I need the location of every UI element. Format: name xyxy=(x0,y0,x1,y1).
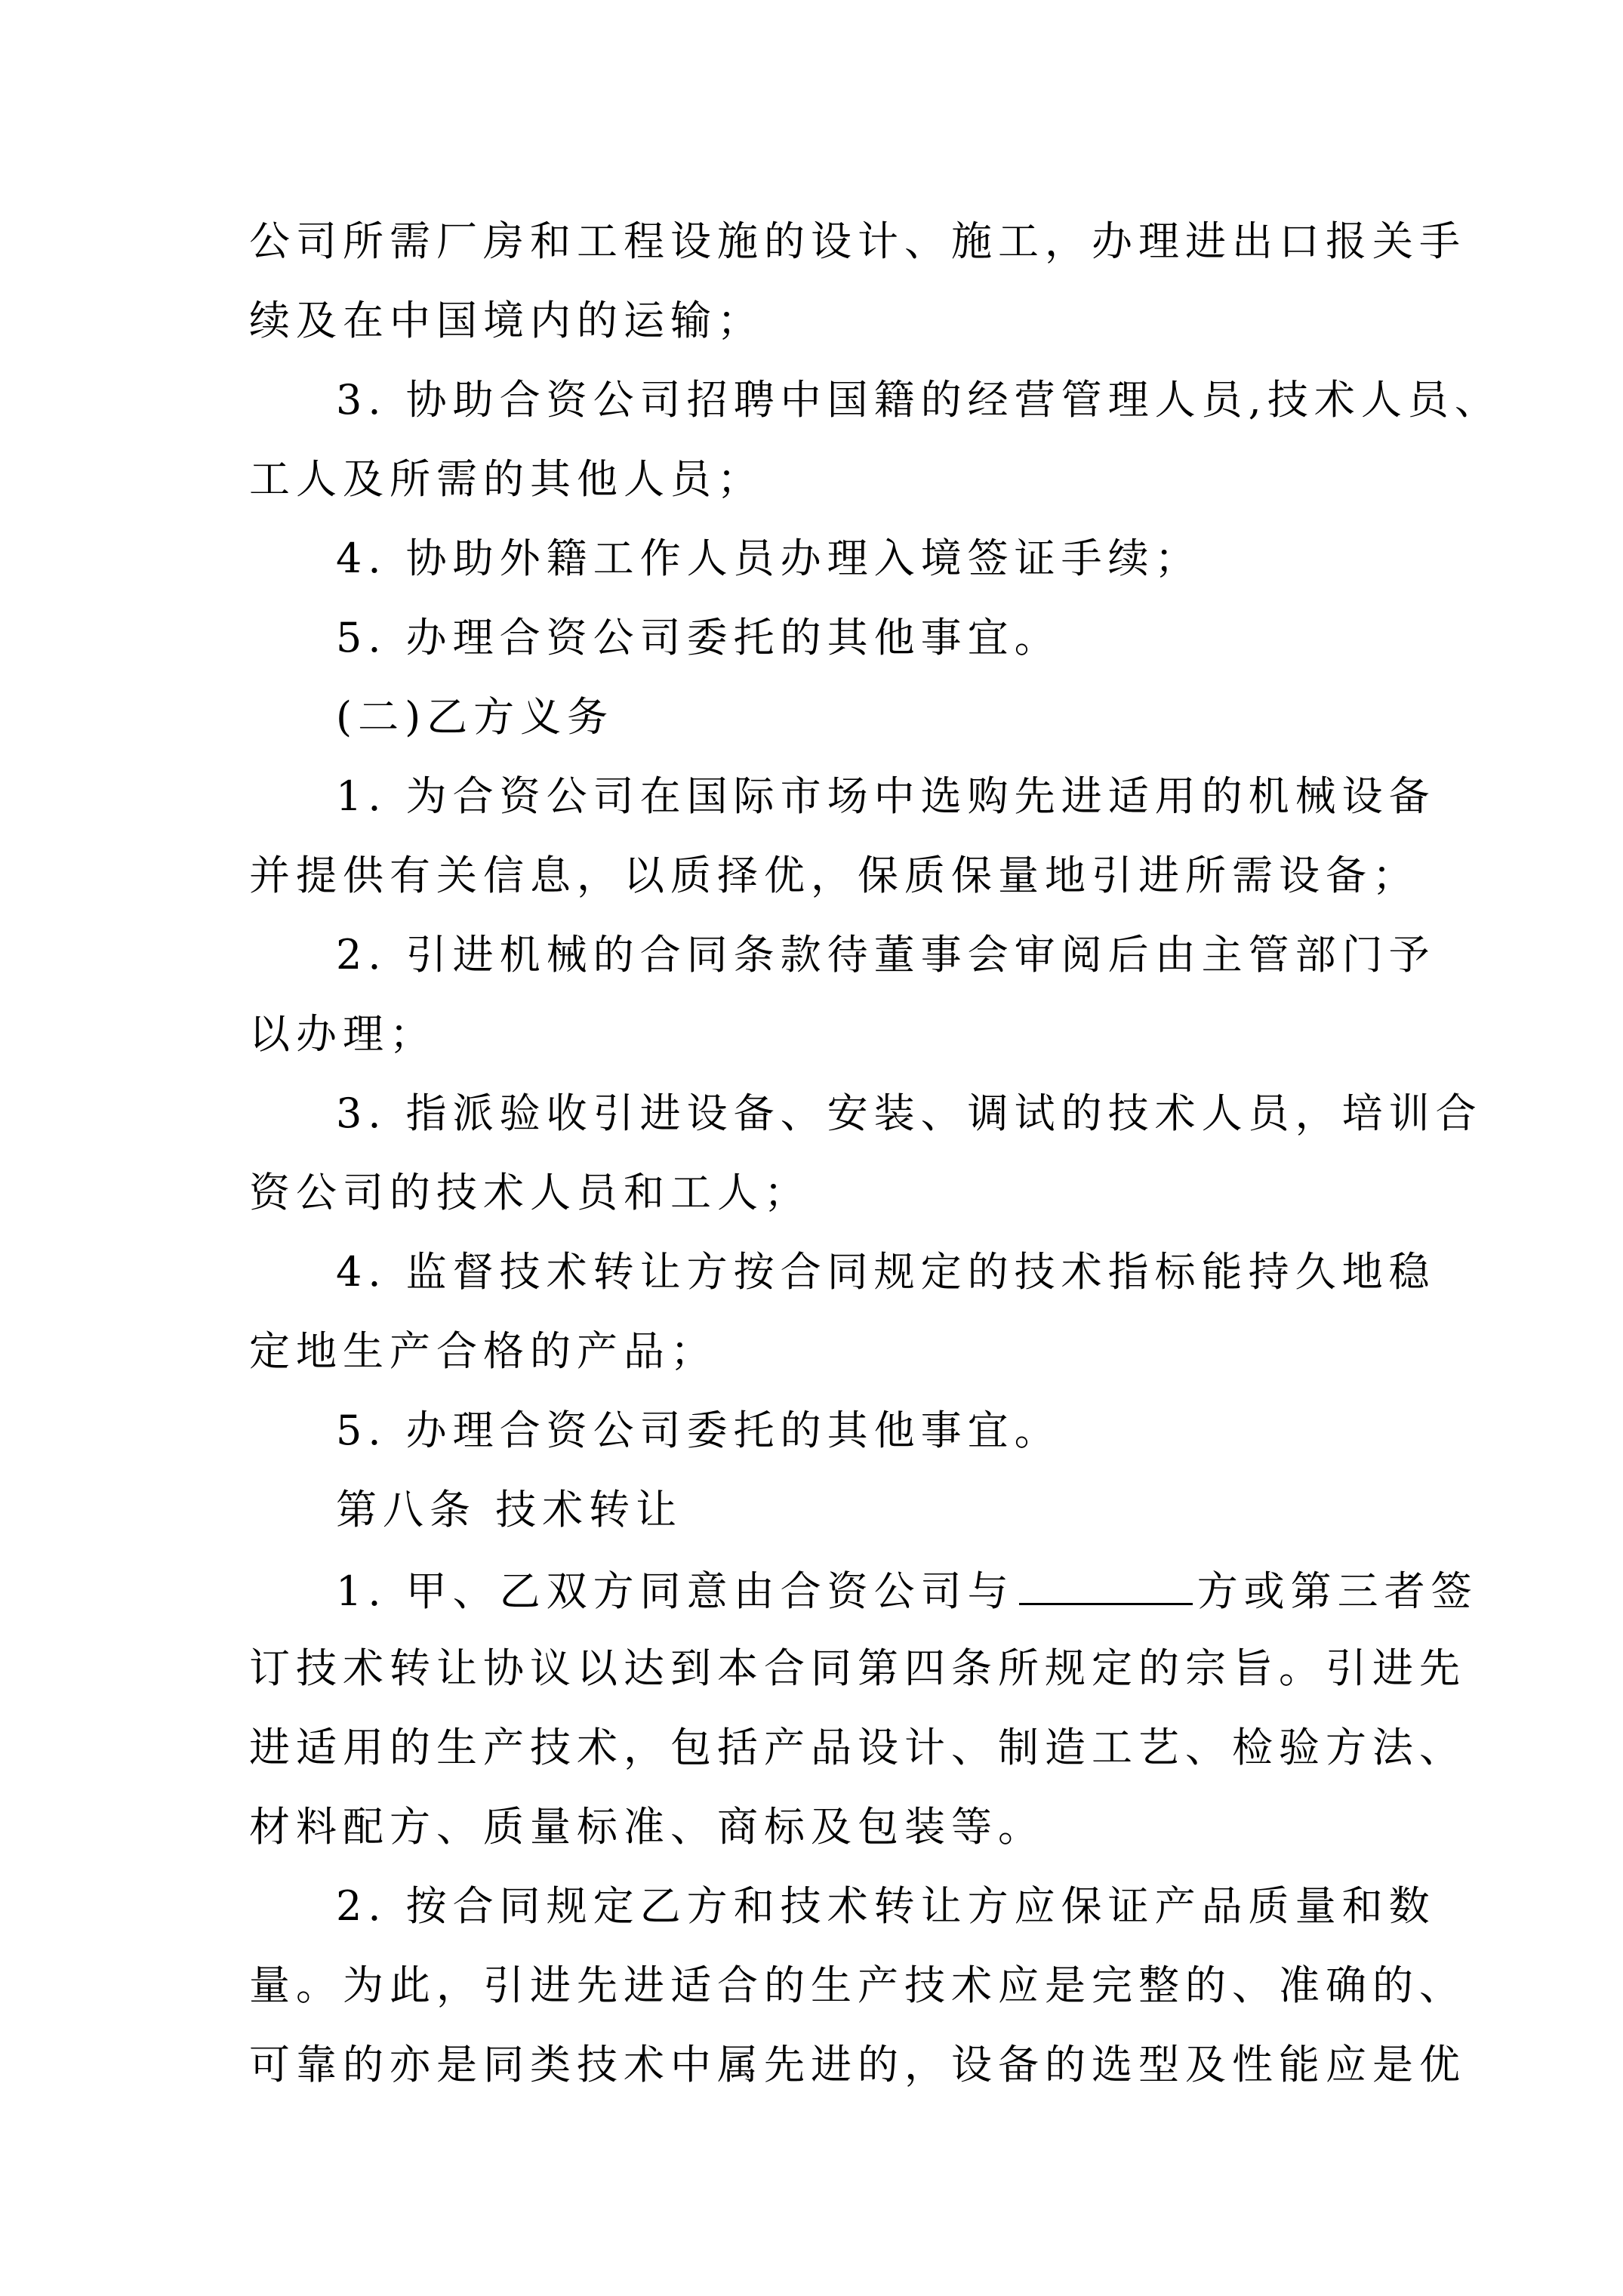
text-line: 订技术转让协议以达到本合同第四条所规定的宗旨。引进先 xyxy=(249,1644,1466,1692)
text-segment: 1. 甲、乙双方同意由合资公司与 xyxy=(336,1567,1015,1615)
text-line: 续及在中国境内的运输； xyxy=(249,297,764,344)
text-line: 3. 指派验收引进设备、安装、调试的技术人员，培训合 xyxy=(336,1089,1483,1137)
text-line: 可靠的亦是同类技术中属先进的，设备的选型及性能应是优 xyxy=(249,2041,1466,2088)
text-line: 公司所需厂房和工程设施的设计、施工，办理进出口报关手 xyxy=(249,217,1466,265)
text-line: 量。为此，引进先进适合的生产技术应是完整的、准确的、 xyxy=(249,1962,1466,2009)
text-line: 定地生产合格的产品； xyxy=(249,1327,717,1375)
text-line: 5. 办理合资公司委托的其他事宜。 xyxy=(336,614,1061,661)
text-line: 2. 引进机械的合同条款待董事会审阅后由主管部门予 xyxy=(336,931,1436,978)
text-segment: 方或第三者签 xyxy=(1196,1567,1478,1615)
text-line: 3. 协助合资公司招聘中国籍的经营管理人员,技术人员、 xyxy=(336,376,1501,424)
text-line: 2. 按合同规定乙方和技术转让方应保证产品质量和数 xyxy=(336,1882,1436,1930)
text-line: 以办理； xyxy=(249,1010,436,1058)
text-line: 材料配方、质量标准、商标及包装等。 xyxy=(249,1803,1045,1851)
article-heading: 第八条 技术转让 xyxy=(336,1486,683,1533)
text-line-with-blank xyxy=(336,1565,1478,1616)
text-line: 工人及所需的其他人员； xyxy=(249,455,764,503)
text-line: 1. 为合资公司在国际市场中选购先进适用的机械设备 xyxy=(336,772,1436,820)
text-line: 并提供有关信息，以质择优，保质保量地引进所需设备； xyxy=(249,852,1419,899)
section-heading: (二)乙方义务 xyxy=(336,693,614,741)
text-line: 5. 办理合资公司委托的其他事宜。 xyxy=(336,1407,1061,1454)
fill-in-blank xyxy=(1019,1565,1193,1605)
text-line: 4. 协助外籍工作人员办理入境签证手续； xyxy=(336,535,1202,582)
text-line: 进适用的生产技术，包括产品设计、制造工艺、检验方法、 xyxy=(249,1724,1466,1771)
text-line: 资公司的技术人员和工人； xyxy=(249,1169,811,1216)
text-line: 4. 监督技术转让方按合同规定的技术指标能持久地稳 xyxy=(336,1248,1436,1296)
